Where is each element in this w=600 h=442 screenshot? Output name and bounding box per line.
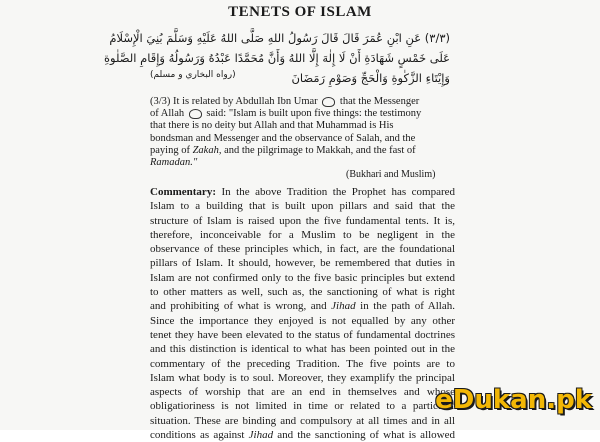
translation-line: paying of Zakah, and the pilgrimage to Makkah, and the fast of <box>150 144 416 156</box>
translation-line: (3/3) It is related by Abdullah Ibn Umar that the Messenger <box>150 96 420 107</box>
arabic-source: (رواه البخاري و مسلم) <box>150 70 236 80</box>
commentary-line: to other matters as well, such as, the sanctioning of what is right <box>150 286 455 299</box>
arabic-line-3: وَإِيْتَاءِ الزَّكٰوةِ وَالْحَجِّ وَصَوْمِ رَمَضَانَ <box>291 71 450 85</box>
watermark-logo: eDukan.pk <box>435 385 592 415</box>
translation-line: Ramadan." <box>150 157 198 169</box>
commentary-line: Since the importance they enjoyed is not equalled by any other <box>150 314 455 327</box>
commentary-line: structure of Islam is raised upon the five fundamental tents. It is, <box>150 214 455 227</box>
translation-paragraph <box>150 96 450 169</box>
commentary-line: pillars of Islam. It should, however, be remembered that duties in <box>150 257 455 270</box>
commentary-line: Commentary: In the above Tradition the Prophet has compared <box>150 186 455 198</box>
salawat-icon <box>189 109 202 119</box>
translation-line: bondsman and Messenger and the observance of Salah, and the <box>150 132 416 144</box>
commentary-line: aspects of worship that are an end in themselves and whose <box>150 386 455 399</box>
translation-line: that there is no deity but Allah and that Muhammad is His <box>150 120 394 132</box>
translation-line: of Allah said: "Islam is built upon five things: the testimony <box>150 108 422 120</box>
page-title: TENETS OF ISLAM <box>228 4 372 20</box>
commentary-line: and prohibiting of what is wrong, and Jihad in the path of Allah. <box>150 300 456 313</box>
commentary-line: commentary of the preceding Tradition. The five points are to <box>150 357 455 370</box>
commentary-line: Islam what body is to soul. Moreover, they examplify the principal <box>150 371 455 384</box>
commentary-line: obligatioriness is not limited in time or related to a particular <box>150 400 455 413</box>
commentary-paragraph <box>150 185 455 442</box>
commentary-line: and this distinction is identical to what has been pointed out in the <box>150 343 455 356</box>
commentary-line: tenet they have been elevated to the status of fundamental doctrines <box>150 328 455 341</box>
radiyallahu-icon <box>322 97 335 107</box>
commentary-line: Islam are not confirmed only to the five basic principles but extend <box>150 271 455 284</box>
commentary-label: Commentary: <box>150 186 216 198</box>
translation-source: (Bukhari and Muslim) <box>346 169 436 180</box>
arabic-line-2: عَلَى خَمْسٍ شَهَادَةِ أَنْ لَا إِلٰهَ إِلَّا اللهُ وَأَنَّ مُحَمَّدًا عَبْدُهُ وَرَسُولُهُ وَإِقَامِ الصَّلٰوةِ <box>104 51 450 65</box>
commentary-line: Islam to a building that is built upon pillars and said that the <box>150 200 455 213</box>
commentary-line: conditions as against Jihad and the sanctioning of what is allowed <box>150 429 456 442</box>
arabic-line-1: (٣/٣) عَنِ ابْنِ عُمَرَ قَالَ قَالَ رَسُولُ اللهِ صَلَّى اللهُ عَلَيْهِ وَسَلَّمَ بُنِيَ الْإِسْلَامُ <box>109 31 450 45</box>
commentary-line: situation. These are binding and compulsory at all times and in all <box>150 414 455 427</box>
commentary-line: therefore, inconceivable for a Muslim to be negligent in the <box>150 228 455 241</box>
commentary-line: observance of these principles which, in fact, are the foundational <box>150 243 455 256</box>
